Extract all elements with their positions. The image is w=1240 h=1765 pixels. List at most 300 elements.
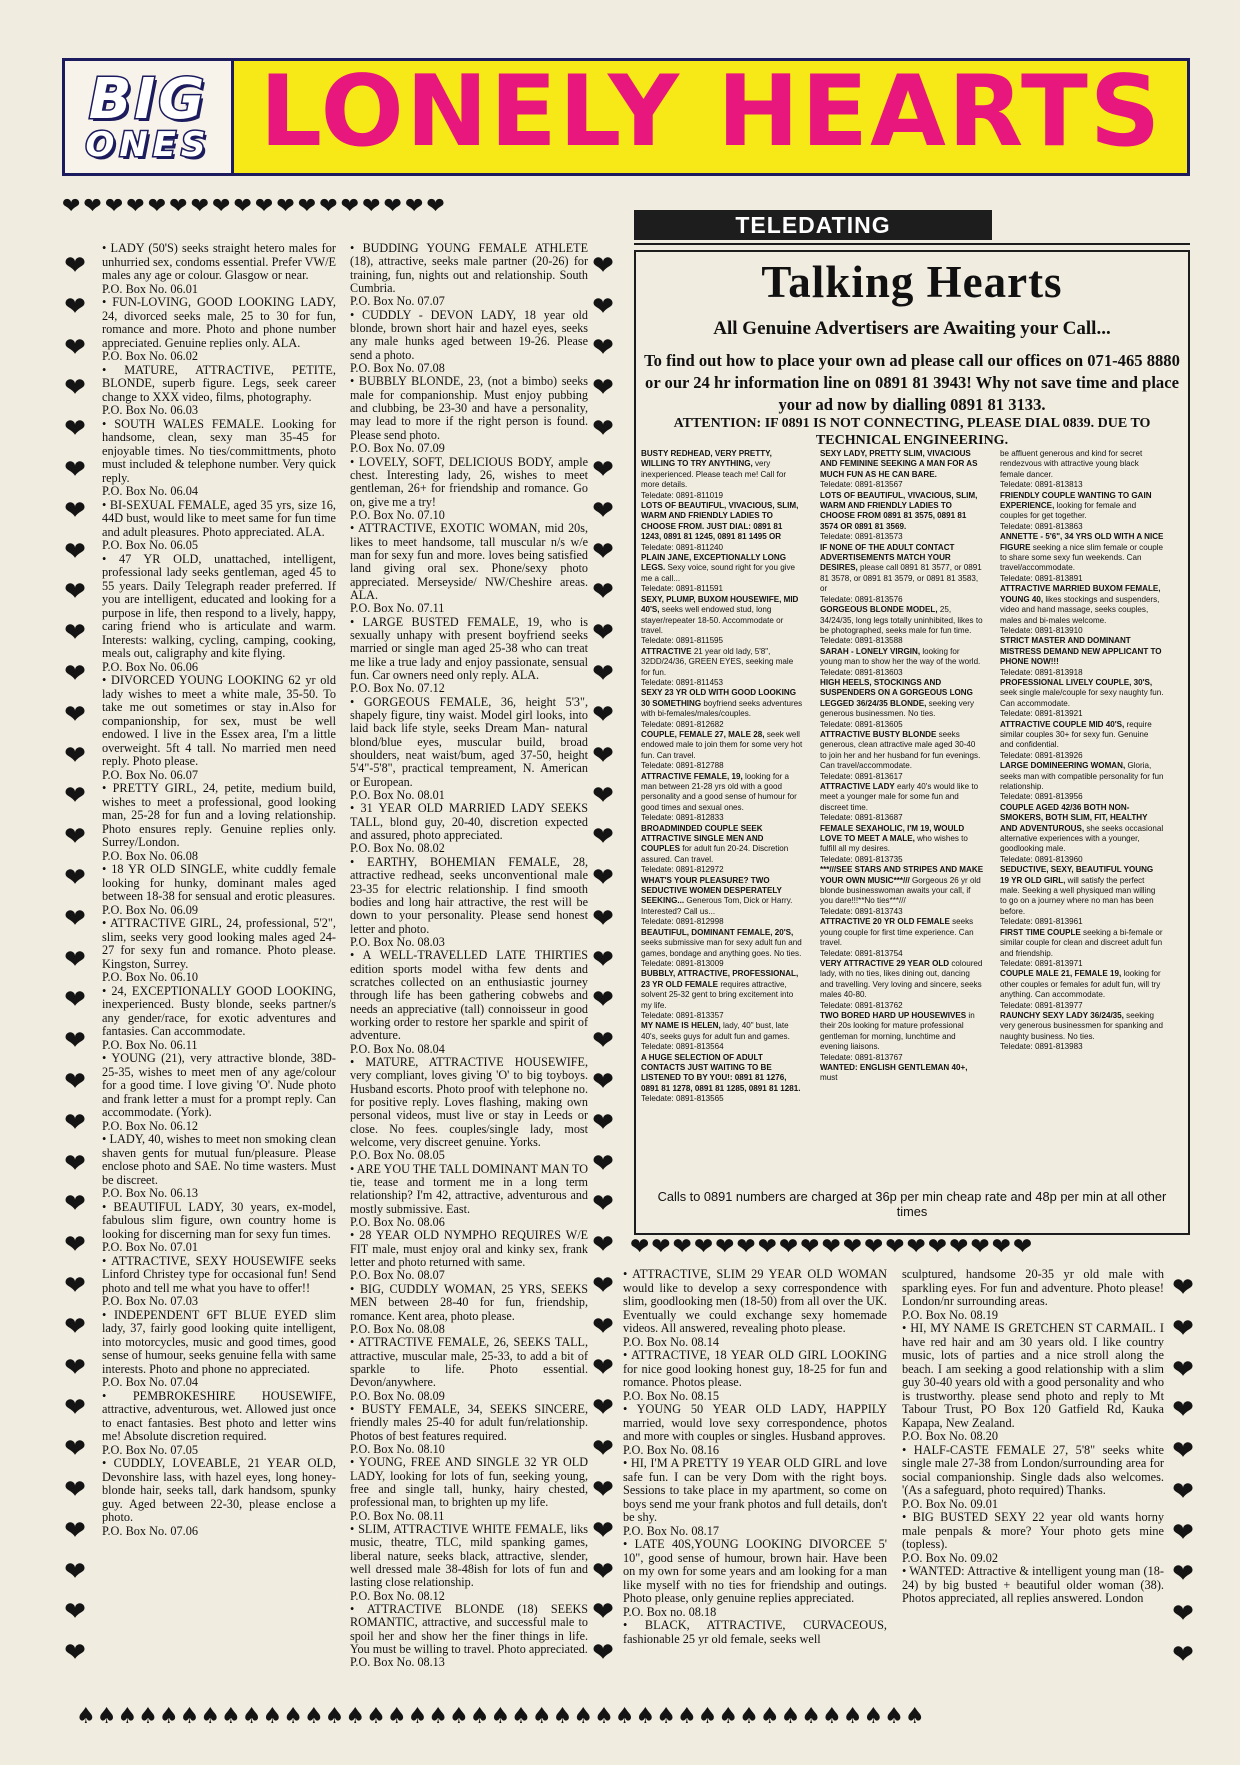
teledate-number: Teledate: 0891-813956 bbox=[1000, 791, 1083, 802]
ad-continued-text: sculptured, handsome 20-35 yr old male with sparkling eyes. For fun and adventure. Photo please! London/nr surrounding areas. bbox=[902, 1267, 1164, 1308]
teledate-ad-text bbox=[1000, 802, 1164, 854]
personal-ad bbox=[102, 674, 336, 782]
teledate-number: Teledate: 0891-812682 bbox=[641, 718, 724, 729]
teledate-ad bbox=[820, 823, 984, 865]
teledate-number: Teledate: 0891-813961 bbox=[1000, 916, 1083, 927]
teledate-ad-text bbox=[820, 729, 984, 771]
teledate-body: seek single male/couple for sexy naughty fun. Can accommodate. bbox=[1000, 687, 1164, 708]
teledate-ad bbox=[820, 916, 984, 958]
teledate-ad-text bbox=[641, 875, 805, 917]
po-box-number: P.O. Box No. 06.06 bbox=[102, 659, 198, 674]
teledating-heading: TELEDATING bbox=[634, 210, 992, 240]
teledate-headline: BROADMINDED COUPLE SEEK ATTRACTIVE SINGLE MEN AND COUPLES bbox=[641, 822, 764, 854]
teledate-ad bbox=[820, 864, 984, 916]
teledate-headline: COUPLE MALE 21, FEMALE 19, bbox=[1000, 968, 1122, 979]
teledate-headline: WHAT'S YOUR PLEASURE? TWO SEDUCTIVE WOMEN DESPERATELY SEEKING... bbox=[641, 874, 782, 906]
teledate-body: looking for a man between 21-28 yrs old with a good personality and a good sense of humour for good times and sexual ones. bbox=[641, 770, 797, 812]
ad-text: • LARGE BUSTED FEMALE, 19, who is sexually unhapy with present boyfriend seeks married or single man aged 25-38 who can treat me like a true lady and enjoy passionate, sensual fun. Car owners need only reply. ALA. bbox=[350, 616, 588, 683]
personal-ad bbox=[102, 553, 336, 675]
teledate-body: looking for young man to show her the way of the world. bbox=[820, 645, 981, 667]
personal-ad bbox=[902, 1444, 1164, 1512]
teledate-headline: LARGE DOMINEERING WOMAN, bbox=[1000, 760, 1126, 771]
teledate-body: seeking very generous businessmen. No ties. bbox=[820, 697, 974, 719]
teledate-headline: BUSTY REDHEAD, VERY PRETTY, WILLING TO TRY ANYTHING, bbox=[641, 448, 772, 469]
teledate-ad bbox=[1000, 802, 1164, 864]
ads-column-1 bbox=[102, 242, 336, 1538]
teledate-ad-text bbox=[641, 500, 805, 542]
personal-ad bbox=[102, 863, 336, 917]
teledate-ad-text bbox=[641, 771, 805, 813]
ad-text: • 18 YR OLD SINGLE, white cuddly female looking for hunky, dominant males aged between 18-38 for sensual and erotic pleasures. bbox=[102, 863, 336, 904]
teledate-ad bbox=[641, 448, 805, 500]
teledate-body: seeks young couple for first time experience. Can travel. bbox=[820, 916, 974, 948]
ad-text: • DIVORCED YOUNG LOOKING 62 yr old lady wishes to meet a white male, 35-50. To take me out sometimes or stay in.Also for companionship, for sex, must be well endowed. I live in the Essex area, I'm a little overweight. 5ft 4 tall. No married men need reply. Photo please. bbox=[102, 674, 336, 769]
teledate-ad bbox=[1000, 490, 1164, 532]
teledate-ad bbox=[641, 823, 805, 875]
teledate-body: seeking very generous businessmen for spanking and naughty business. No ties. bbox=[1000, 1009, 1164, 1041]
ad-text: • LADY, 40, wishes to meet non smoking clean shaven gents for mutual fun/pleasure. Please enclose photo and SAE. No time wasters. Must be discreet. bbox=[102, 1133, 336, 1187]
po-box-number: P.O. Box No. 08.07 bbox=[350, 1268, 445, 1283]
teledate-body: for adult fun 20-24. Discretion assured. Can travel. bbox=[641, 843, 789, 864]
teledate-ad-text bbox=[820, 448, 984, 479]
teledate-ad bbox=[1000, 927, 1164, 969]
ad-text: • MATURE, ATTRACTIVE, PETITE, BLONDE, superb figure. Legs, seek career change to XXX video, films, photography. bbox=[102, 364, 336, 405]
teledate-body: require similar couples 30+ for sexy fun. Genuine and confidential. bbox=[1000, 718, 1152, 750]
personal-ad bbox=[350, 1603, 588, 1670]
teledate-body: please call 0891 81 3577, or 0891 81 3578, or 0891 81 3579, or 0891 81 3583, or bbox=[820, 562, 982, 594]
personal-ad bbox=[102, 1052, 336, 1133]
personal-ad bbox=[902, 1565, 1164, 1606]
teledate-number: Teledate: 0891-812972 bbox=[641, 864, 724, 875]
teledate-number: Teledate: 0891-813357 bbox=[641, 1009, 724, 1020]
ad-text: • PRETTY GIRL, 24, petite, medium build, wishes to meet a professional, good looking man, 25-28 for fun and a loving relationship. Photo ensures reply. Genuine replies only. Surrey/London. bbox=[102, 782, 336, 850]
po-box-number: P.O. Box No. 07.07 bbox=[350, 294, 445, 309]
ad-text: • CUDDLY - DEVON LADY, 18 year old blonde, brown short hair and hazel eyes, seeks any male hunks aged between 19-26. Please send a photo. bbox=[350, 309, 588, 362]
teledate-headline: WANTED: ENGLISH GENTLEMAN 40+, bbox=[820, 1061, 968, 1072]
teledate-headline: SEXY LADY, PRETTY SLIM, VIVACIOUS AND FEMININE SEEKING A MAN FOR AS MUCH FUN AS HE CAN BARE. bbox=[820, 448, 978, 479]
teledate-headline: LOTS OF BEAUTIFUL, VIVACIOUS, SLIM, WARM AND FRIENDLY LADIES TO CHOOSE FROM. JUST DIAL: 0891 81 1243, 0891 81 1245, 0891 81 1495 OR bbox=[641, 500, 799, 542]
teledate-ad bbox=[820, 958, 984, 1010]
teledate-ad-text bbox=[641, 823, 805, 865]
personal-ad bbox=[102, 296, 336, 364]
page-headline: LONELY HEARTS bbox=[259, 55, 1163, 169]
teledate-headline: GORGEOUS BLONDE MODEL, bbox=[820, 604, 938, 615]
teledate-ad-text bbox=[641, 594, 805, 636]
heart-border-right: ❤ ❤ ❤ ❤ ❤ ❤ ❤ ❤ ❤ ❤ bbox=[1172, 1273, 1194, 1671]
po-box-number: P.O. Box No. 08.03 bbox=[350, 934, 445, 949]
ad-text: • ATTRACTIVE GIRL, 24, professional, 5'2", slim, seeks very good looking males aged 24-27 for sexy fun and romance. Photo please. Kingston, Surrey. bbox=[102, 917, 336, 971]
teledate-number: Teledate: 0891-813687 bbox=[820, 812, 903, 823]
teledate-number: Teledate: 0891-813926 bbox=[1000, 749, 1083, 760]
teledate-ad-text bbox=[820, 823, 984, 854]
teledate-ad-text bbox=[1000, 927, 1164, 958]
po-box-number: P.O. Box No. 08.11 bbox=[350, 1508, 445, 1523]
ad-text: • BEAUTIFUL LADY, 30 years, ex-model, fabulous slim figure, own country home is looking for discerning man for sexy fun times. bbox=[102, 1201, 336, 1242]
teledate-ad bbox=[641, 927, 805, 969]
teledate-ad-text bbox=[820, 864, 984, 906]
talking-hearts-title: Talking Hearts bbox=[761, 257, 1063, 307]
teledate-headline: BUBBLY, ATTRACTIVE, PROFESSIONAL, 23 YR OLD FEMALE bbox=[641, 968, 799, 989]
personal-ad bbox=[350, 522, 588, 615]
ad-text: • HI, I'M A PRETTY 19 YEAR OLD GIRL and love safe fun. I can be very Dom with the right boys. Sessions to take place in my apartment, so come on boys send me your frank photos and full details, don't be shy. bbox=[623, 1457, 887, 1525]
personal-ad bbox=[102, 1255, 336, 1309]
teledate-ad bbox=[1000, 864, 1164, 926]
ad-text: • LOVELY, SOFT, DELICIOUS BODY, ample chest. Interesting lady, 26, wishes to meet gentleman, 26+ for friendship and romance. Go on, give me a try! bbox=[350, 456, 588, 509]
ad-text: • YOUNG (21), very attractive blonde, 38D-25-35, wishes to meet men of any age/colour for a good time. I love giving 'O'. Nude photo and frank letter a must for a prompt reply. Can accommodate. (York). bbox=[102, 1052, 336, 1120]
teledate-headline: ATTRACTIVE 20 YR OLD FEMALE bbox=[820, 916, 950, 927]
po-box-number: P.O. Box No. 08.17 bbox=[623, 1523, 719, 1538]
po-box-number: P.O. Box No. 06.04 bbox=[102, 484, 198, 498]
teledate-ad-text bbox=[820, 1062, 984, 1083]
teledate-ad-text bbox=[820, 781, 984, 812]
po-box-number: P.O. Box No. 06.08 bbox=[102, 848, 198, 863]
teledate-ad-text bbox=[1000, 531, 1164, 573]
po-box-number: P.O. Box No. 08.16 bbox=[623, 1442, 719, 1457]
teledate-number: Teledate: 0891-813863 bbox=[1000, 520, 1083, 531]
po-box-number: P.O. Box No. 06.03 bbox=[102, 403, 198, 417]
teledate-ad-text bbox=[820, 677, 984, 719]
teledate-ad-text bbox=[641, 729, 805, 760]
teledate-number: Teledate: 0891-811240 bbox=[641, 541, 724, 552]
po-box-number: P.O. Box No. 06.09 bbox=[102, 902, 198, 917]
logo-word-big: BIG bbox=[88, 67, 208, 132]
talking-hearts-panel bbox=[634, 250, 1190, 1235]
teledate-body: very inexperienced. Please teach me! Call for more details. bbox=[641, 458, 787, 490]
po-box-number: P.O. Box No. 08.04 bbox=[350, 1041, 445, 1056]
teledate-ad-text bbox=[820, 916, 984, 947]
teledate-number: Teledate: 0891-813767 bbox=[820, 1051, 903, 1062]
teledate-headline: HIGH HEELS, STOCKINGS AND SUSPENDERS ON A GORGEOUS LONG LEGGED 36/24/35 BLONDE, bbox=[820, 676, 973, 708]
ad-text: • ATTRACTIVE FEMALE, 26, SEEKS TALL, attractive, muscular male, 25-33, to add a bit of sparkle to life. Photo essential. Devon/anywhere. bbox=[350, 1336, 588, 1389]
personal-ad bbox=[102, 1309, 336, 1390]
teledate-ad-text bbox=[641, 448, 805, 490]
teledate-headline: PLAIN JANE, EXCEPTIONALLY LONG LEGS. bbox=[641, 552, 786, 573]
teledate-headline: A HUGE SELECTION OF ADULT CONTACTS JUST WAITING TO BE LISTENED TO BY YOU!: 0891 81 1276, 0891 81 1278, 0891 81 1285, 0891 81 1281. bbox=[641, 1051, 801, 1093]
teledate-body: lady, 40" bust, late 40's, seeks guys for adult fun and games. bbox=[641, 1020, 790, 1041]
teledate-number: Teledate: 0891-813921 bbox=[1000, 708, 1083, 719]
teledate-ad-text bbox=[1000, 677, 1164, 708]
teledate-body: Sexy voice, sound right for you give me a call... bbox=[641, 562, 796, 583]
po-box-number: P.O. Box No. 08.12 bbox=[350, 1588, 445, 1603]
personal-ad bbox=[350, 375, 588, 455]
teledate-ad-text bbox=[1000, 635, 1164, 666]
teledate-headline: ANNETTE - 5'6", 34 YRS OLD WITH A NICE FIGURE bbox=[1000, 531, 1164, 552]
talking-hearts-info: To find out how to place your own ad please call our offices on 071-465 8880 or our 24 hr information line on 0891 81 3943! Why not save time and place your ad now by dialling 0891 81 3133. bbox=[644, 351, 1180, 414]
teledate-body: who wishes to fulfill all my desires. bbox=[820, 833, 968, 854]
teledate-body: requires attractive, solvent 25-32 gent to bring excitement into my life. bbox=[641, 978, 794, 1010]
teledate-ad bbox=[641, 500, 805, 552]
teledate-ad bbox=[820, 729, 984, 781]
personal-ad bbox=[902, 1268, 1164, 1322]
po-box-number: P.O. Box No. 07.11 bbox=[350, 601, 445, 616]
personal-ad bbox=[350, 696, 588, 803]
ad-text: • YOUNG, FREE AND SINGLE 32 YR OLD LADY, looking for lots of fun, seeking young, free and single tall, hunky, hairy chested, professional man, to brighten up my life. bbox=[350, 1456, 588, 1509]
personal-ad bbox=[350, 1283, 588, 1336]
personal-ad bbox=[350, 1403, 588, 1456]
teledate-ad bbox=[820, 781, 984, 823]
po-box-number: P.O. Box No. 08.02 bbox=[350, 841, 445, 856]
personal-ad bbox=[902, 1511, 1164, 1565]
teledate-headline: RAUNCHY SEXY LADY 36/24/35, bbox=[1000, 1009, 1124, 1020]
teledate-ad bbox=[1000, 635, 1164, 677]
po-box-number: P.O. Box No. 06.02 bbox=[102, 349, 198, 363]
teledate-number: Teledate: 0891-813762 bbox=[820, 999, 903, 1010]
ad-text: • WANTED: Attractive & intelligent young man (18-24) by big busted + beautiful older woman (38). Photos appreciated, all replies answered. London bbox=[902, 1565, 1164, 1606]
po-box-number: P.O. Box No. 06.11 bbox=[102, 1037, 198, 1052]
po-box-number: P.O. Box No. 07.05 bbox=[102, 1442, 198, 1457]
ad-text: • ATTRACTIVE, SEXY HOUSEWIFE seeks Linford Christey type for occasional fun! Send photo and tell me what you have to offer!! bbox=[102, 1255, 336, 1296]
personal-ad bbox=[102, 917, 336, 985]
teledate-ad-text bbox=[641, 552, 805, 583]
teledate-body: be affluent generous and kind for secret rendezvous with attractive young black female dancer. bbox=[1000, 448, 1143, 479]
teledate-body: looking for other couples or females for adult fun, will try anything. Can accommodate. bbox=[1000, 968, 1161, 1000]
teledate-headline: SARAH - LONELY VIRGIN, bbox=[820, 645, 921, 656]
logo-word-ones: ONES bbox=[85, 125, 211, 165]
teledate-number: Teledate: 0891-813567 bbox=[820, 479, 903, 490]
ads-column-3 bbox=[623, 1268, 887, 1646]
teledate-headline: ATTRACTIVE BUSTY BLONDE bbox=[820, 728, 937, 739]
teledate-ad-text bbox=[1000, 583, 1164, 625]
personal-ad bbox=[350, 1523, 588, 1603]
call-charges-note: Calls to 0891 numbers are charged at 36p per min cheap rate and 48p per min at all other times bbox=[657, 1189, 1167, 1219]
personal-ad bbox=[350, 456, 588, 523]
po-box-number: P.O. Box No. 08.10 bbox=[350, 1441, 445, 1456]
teledating-column-1 bbox=[641, 448, 805, 1104]
personal-ad bbox=[102, 242, 336, 296]
ad-text: • ATTRACTIVE BLONDE (18) SEEKS ROMANTIC, attractive, and successful male to spoil her and show her the finer things in life. You must be willing to travel. Photo appreciated. bbox=[350, 1603, 588, 1656]
po-box-number: P.O. Box No. 08.15 bbox=[623, 1388, 719, 1403]
po-box-number: P.O. Box No. 08.06 bbox=[350, 1215, 445, 1230]
teledate-ad bbox=[641, 552, 805, 594]
teledate-headline: TWO BORED HARD UP HOUSEWIVES bbox=[820, 1009, 967, 1020]
po-box-number: P.O. Box No. 07.04 bbox=[102, 1375, 198, 1389]
ad-text: • 28 YEAR OLD NYMPHO REQUIRES W/E FIT male, must enjoy oral and kinky sex, frank letter and photo returned with same. bbox=[350, 1229, 588, 1269]
teledate-headline: ATTRACTIVE bbox=[641, 645, 692, 656]
personal-ad bbox=[350, 616, 588, 696]
teledate-ad-text bbox=[1000, 448, 1164, 479]
po-box-number: P.O. Box No. 06.13 bbox=[102, 1186, 198, 1200]
po-box-number: P.O. Box No. 08.09 bbox=[350, 1388, 445, 1403]
po-box-number: P.O. Box No. 06.01 bbox=[102, 281, 198, 296]
teledate-headline: SEXY, PLUMP, BUXOM HOUSEWIFE, MID 40'S, bbox=[641, 593, 799, 615]
teledate-body: will satisfy the perfect male. Seeking a well physiqued man willing to go on a journey where no man has been before. bbox=[1000, 874, 1156, 916]
teledate-ad bbox=[1000, 1010, 1164, 1052]
teledate-number: Teledate: 0891-811019 bbox=[641, 489, 724, 500]
teledate-ad bbox=[820, 542, 984, 604]
teledate-number: Teledate: 0891-813617 bbox=[820, 770, 903, 781]
teledate-number: Teledate: 0891-813813 bbox=[1000, 479, 1083, 490]
teledate-ad bbox=[1000, 448, 1164, 490]
teledate-number: Teledate: 0891-813565 bbox=[641, 1093, 724, 1104]
teledate-body: in their 20s looking for mature professional gentleman for morning, lunchtime and evening liaisons. bbox=[820, 1009, 975, 1052]
teledate-number: Teledate: 0891-813009 bbox=[641, 957, 724, 968]
teledate-body: seek well endowed male to join them for some very hot fun. Can travel. bbox=[641, 728, 803, 760]
ads-column-2 bbox=[350, 242, 588, 1670]
teledate-number: Teledate: 0891-811453 bbox=[641, 676, 724, 687]
teledate-ad bbox=[820, 677, 984, 729]
po-box-number: P.O. Box No. 07.12 bbox=[350, 681, 445, 696]
teledate-headline: SEXY 23 YR OLD WITH GOOD LOOKING 30 SOMETHING bbox=[641, 687, 797, 708]
teledate-ad bbox=[1000, 677, 1164, 719]
teledating-column-2 bbox=[820, 448, 984, 1083]
teledate-headline: ***///SEE STARS AND STRIPES AND MAKE YOUR OWN MUSIC***/// bbox=[820, 864, 984, 885]
teledate-body: coloured lady, with no ties, likes dining out, dancing and travelling. Very loving and sincere, seeks males 40-80. bbox=[820, 957, 983, 1000]
teledate-number: Teledate: 0891-813983 bbox=[1000, 1041, 1083, 1052]
teledate-headline: PROFESSIONAL LIVELY COUPLE, 30'S, bbox=[1000, 676, 1153, 687]
teledate-body: looking for female and couples for get together. bbox=[1000, 500, 1137, 521]
teledate-ad bbox=[641, 687, 805, 729]
personal-ad bbox=[350, 1056, 588, 1163]
heart-border-center: ❤ ❤ ❤ ❤ ❤ ❤ ❤ ❤ ❤ ❤ ❤ ❤ ❤ ❤ ❤ ❤ ❤ ❤ ❤ ❤ ❤ ❤ ❤ ❤ ❤ ❤ ❤ ❤ ❤ ❤ ❤ ❤ ❤ ❤ ❤ bbox=[592, 251, 614, 1669]
teledate-ad bbox=[1000, 531, 1164, 583]
teledate-ad-text bbox=[1000, 760, 1164, 791]
teledate-ad bbox=[1000, 968, 1164, 1010]
ad-text: • GORGEOUS FEMALE, 36, height 5'3", shapely figure, tiny waist. Model girl looks, into laid back life style, seeks Dream Man- natural blond/blue eyes, muscular build, broad shoulders, neat waist/bum, aged 37-50, height 5'4"-5'8", practical tempreament, N. American or European. bbox=[350, 696, 588, 789]
po-box-number: P.O. Box No. 08.19 bbox=[902, 1307, 998, 1322]
teledate-headline: FRIENDLY COUPLE WANTING TO GAIN EXPERIENCE, bbox=[1000, 489, 1152, 511]
teledate-headline: FEMALE SEXAHOLIC, I'M 19, WOULD LOVE TO MEET A MALE, bbox=[820, 822, 965, 844]
teledate-ad-text bbox=[1000, 719, 1164, 750]
teledate-ad bbox=[820, 604, 984, 646]
ad-text: • INDEPENDENT 6FT BLUE EYED slim lady, 37, fairly good looking quite intelligent, into motorcycles, music and good times, good sense of humour, seeks genuine fella with same interests. Photo and phone no appreciated. bbox=[102, 1309, 336, 1377]
teledate-ad-text bbox=[820, 490, 984, 532]
personal-ad bbox=[102, 418, 336, 499]
po-box-number: P.O. Box No. 07.10 bbox=[350, 507, 445, 522]
ad-text: • PEMBROKESHIRE HOUSEWIFE, attractive, adventurous, wet. Allowed just once to enact fantasies. Best photo and letter wins me! Absolute discretion required. bbox=[102, 1390, 336, 1444]
personal-ad bbox=[623, 1619, 887, 1646]
ad-text: • LADY (50'S) seeks straight hetero males for unhurried sex, condoms essential. Prefer VW/E males any age or colour. Glasgow or near. bbox=[102, 242, 336, 283]
personal-ad bbox=[623, 1403, 887, 1457]
teledate-body: seeking a nice slim female or couple to share some sexy fun weekends. Can travel/accommodate. bbox=[1000, 541, 1163, 573]
po-box-number: P.O. Box No. 08.20 bbox=[902, 1429, 998, 1443]
teledate-body: seeks submissive man for sexy adult fun and games, bondage and anything goes. No ties. bbox=[641, 937, 802, 958]
ad-text: • BI-SEXUAL FEMALE, aged 35 yrs, size 16, 44D bust, would like to meet same for fun time and adult pleasures. Photo appreciated. ALA. bbox=[102, 499, 336, 540]
ad-text: • ATTRACTIVE, EXOTIC WOMAN, mid 20s, likes to meet handsome, tall muscular n/s w/e man for sexy fun and more. loves being satisfied land giving oral sex. Phone/sexy photo appreciated. Merseyside/ NW/Cheshire areas. ALA. bbox=[350, 522, 588, 602]
teledate-number: Teledate: 0891-813743 bbox=[820, 905, 903, 916]
teledate-number: Teledate: 0891-813573 bbox=[820, 531, 903, 542]
ad-text: • BIG, CUDDLY WOMAN, 25 YRS, SEEKS MEN between 28-40 for fun, friendship, romance. Kent area, photo please. bbox=[350, 1283, 588, 1323]
personal-ad bbox=[102, 1133, 336, 1201]
ad-text: • A WELL-TRAVELLED LATE THIRTIES edition sports model witha few dents and scratches collected on an enthusiastic journey through life has been gathering cobwebs and needs an appreciative (tall) connoisseur in good working order to restore her sparkle and spirit of adventure. bbox=[350, 949, 588, 1042]
personal-ad bbox=[102, 985, 336, 1053]
teledate-ad bbox=[641, 646, 805, 688]
po-box-number: P.O. Box No. 09.01 bbox=[902, 1496, 998, 1511]
ad-text: • 47 YR OLD, unattached, intelligent, professional lady seeks gentleman, aged 45 to 55 years. Daily Telegraph reader preferred. If you are intelligent, educated and looking for a purpose in life, then respond to a lively, happy, caring friend who is articulate and warm. Interests: walking, cycling, camping, cooking, meals out, caligraphy and kite flying. bbox=[102, 553, 336, 661]
ad-text: • BLACK, ATTRACTIVE, CURVACEOUS, fashionable 25 yr old female, seeks well bbox=[623, 1619, 887, 1646]
teledate-number: Teledate: 0891-813605 bbox=[820, 718, 903, 729]
teledate-headline: FIRST TIME COUPLE bbox=[1000, 926, 1081, 937]
teledate-body: early 40's would like to meet a younger male for some fun and discreet time. bbox=[820, 781, 979, 812]
teledate-number: Teledate: 0891-813564 bbox=[641, 1041, 724, 1052]
ad-text: • ATTRACTIVE, 18 YEAR OLD GIRL LOOKING for nice good looking honest guy, 18-25 for fun and romance. Photos please. bbox=[623, 1349, 887, 1390]
ad-text: • BIG BUSTED SEXY 22 year old wants horny male penpals & more? Your photo gets mine (topless). bbox=[902, 1511, 1164, 1552]
ad-text: • MATURE, ATTRACTIVE HOUSEWIFE, very compliant, loves giving 'O' to big toyboys. Husband escorts. Photo proof with telephone no. for positive reply. Loves flashing, making own personal videos, must live or stay in Leeds or close. No fees. couples/single lady, most welcome, very discreet genuine. Yorks. bbox=[350, 1056, 588, 1149]
ad-text: • ATTRACTIVE, SLIM 29 YEAR OLD WOMAN would like to develop a sexy correspondence with slim, goodlooking men (18-50) from all over the UK. Eventually we could exchange sexy homemade videos. All answered, revealing photo please. bbox=[623, 1268, 887, 1336]
personal-ad bbox=[902, 1322, 1164, 1444]
po-box-number: P.O. Box No. 08.05 bbox=[350, 1148, 445, 1163]
ads-column-4 bbox=[902, 1268, 1164, 1606]
teledate-body: seeking a bi-female or similar couple for clean and discreet adult fun and friendship. bbox=[1000, 926, 1163, 958]
teledate-ad-text bbox=[820, 1010, 984, 1052]
teledate-number: Teledate: 0891-813576 bbox=[820, 593, 903, 604]
teledate-ad bbox=[641, 771, 805, 823]
ad-text: • SOUTH WALES FEMALE. Looking for handsome, clean, sexy man 35-45 for enjoyable times. No ties/committments, photo must included & telephone number. Very quick reply. bbox=[102, 418, 336, 486]
po-box-number: P.O. Box No. 07.01 bbox=[102, 1240, 198, 1254]
teledate-body: she seeks occasional alternative experiences with a younger, goodlooking male. bbox=[1000, 822, 1164, 854]
teledate-ad-text bbox=[1000, 864, 1164, 916]
teledate-number: Teledate: 0891-813971 bbox=[1000, 957, 1083, 968]
teledate-body: boyfriend seeks adventures with bi-females/males/couples. bbox=[641, 697, 803, 719]
personal-ad bbox=[102, 499, 336, 553]
personal-ad bbox=[350, 1456, 588, 1523]
teledate-number: Teledate: 0891-812788 bbox=[641, 760, 724, 771]
teledate-number: Teledate: 0891-813603 bbox=[820, 666, 903, 677]
teledate-body: Gloria, seeks man with compatible personality for fun relationship. bbox=[1000, 760, 1164, 791]
ad-text: • HALF-CASTE FEMALE 27, 5'8" seeks white single male 27-38 from London/surrounding area for social companionship. Single dads also welcomes. '(As a safeguard, photo required) Thanks. bbox=[902, 1444, 1164, 1498]
ad-text: • BUBBLY BLONDE, 23, (not a bimbo) seeks male for companionship. Must enjoy pubbing and clubbing, be 23-30 and have a personality, may lead to more if the right person is found. Please send photo. bbox=[350, 375, 588, 442]
ad-text: • CUDDLY, LOVEABLE, 21 YEAR OLD, Devonshire lass, with hazel eyes, long honey-blonde hair, seeks tall, dark handsom, spunky guy. Aged between 22-30, please enclose a photo. bbox=[102, 1457, 336, 1525]
teledate-headline: LOTS OF BEAUTIFUL, VIVACIOUS, SLIM, WARM AND FRIENDLY LADIES TO CHOOSE FROM 0891 81 3575, 0891 81 3574 OR 0891 81 3569. bbox=[820, 489, 978, 531]
teledate-number: Teledate: 0891-812833 bbox=[641, 812, 724, 823]
po-box-number: P.O. Box No. 08.08 bbox=[350, 1321, 445, 1336]
teledate-ad-text bbox=[820, 542, 984, 594]
teledate-number: Teledate: 0891-813754 bbox=[820, 947, 903, 958]
po-box-number: P.O. Box No. 06.07 bbox=[102, 767, 198, 782]
teledate-headline: ATTRACTIVE MARRIED BUXOM FEMALE, YOUNG 40, bbox=[1000, 583, 1161, 604]
teledate-body: Gorgeous 26 yr old blonde businesswoman awaits your call, if you dare!!!**No ties***/// bbox=[820, 874, 981, 906]
teledating-column-3 bbox=[1000, 448, 1164, 1052]
ad-text: • LATE 40S,YOUNG LOOKING DIVORCEE 5' 10", good sense of humour, brown hair. Have been on my own for some years and am looking for a man like myself with no ties for friendship and outings. Photo please, only genuine replies appreciated. bbox=[623, 1538, 887, 1606]
teledate-headline: ATTRACTIVE LADY bbox=[820, 781, 895, 791]
teledate-ad bbox=[820, 646, 984, 677]
teledate-ad-text bbox=[641, 1052, 805, 1094]
teledate-body: 25, 34/24/35, long legs totally uninhibited, likes to be photographed, seeks male for fun time. bbox=[820, 604, 983, 635]
teledate-number: Teledate: 0891-813977 bbox=[1000, 999, 1083, 1010]
teledate-ad-text bbox=[820, 646, 984, 667]
teledate-ad-text bbox=[1000, 490, 1164, 521]
teledate-number: Teledate: 0891-813960 bbox=[1000, 853, 1083, 864]
personal-ad bbox=[623, 1349, 887, 1403]
teledate-ad bbox=[1000, 719, 1164, 761]
personal-ad bbox=[350, 802, 588, 855]
personal-ad bbox=[350, 949, 588, 1056]
teledate-body: 21 year old lady, 5'8", 32DD/24/36, GREEN EYES, seeking male for fun. bbox=[641, 645, 794, 677]
teledate-ad-text bbox=[1000, 968, 1164, 999]
heart-border-middle: ❤❤❤❤❤❤❤❤❤❤❤❤❤❤❤❤❤❤❤ bbox=[630, 1236, 1035, 1260]
teledate-ad-text bbox=[820, 604, 984, 635]
po-box-number: P.O. Box No. 07.03 bbox=[102, 1294, 198, 1308]
teledate-ad bbox=[1000, 760, 1164, 802]
personal-ad bbox=[623, 1538, 887, 1619]
ad-text: • BUDDING YOUNG FEMALE ATHLETE (18), attractive, seeks male partner (20-26) for training, fun, nights out and relationship. South Cumbria. bbox=[350, 242, 588, 295]
teledate-number: Teledate: 0891-813910 bbox=[1000, 624, 1083, 635]
teledate-number: Teledate: 0891-813891 bbox=[1000, 572, 1083, 583]
personal-ad bbox=[623, 1457, 887, 1538]
teledate-number: Teledate: 0891-813588 bbox=[820, 635, 903, 646]
teledate-body: must bbox=[820, 1072, 838, 1083]
personal-ad bbox=[350, 309, 588, 376]
po-box-number: P.O. Box No. 08.13 bbox=[350, 1655, 445, 1670]
teledate-body: likes stockings and suspenders, video and hand massage, seeks couples, males and bi-males welcome. bbox=[1000, 593, 1160, 625]
po-box-number: P.O. Box No. 06.10 bbox=[102, 970, 198, 984]
big-ones-logo bbox=[65, 61, 234, 173]
teledate-headline: SEDUCTIVE, SEXY, BEAUTIFUL YOUNG 19 YR OLD GIRL, bbox=[1000, 864, 1154, 885]
po-box-number: P.O. Box No. 06.05 bbox=[102, 538, 198, 552]
teledate-ad bbox=[641, 968, 805, 1020]
po-box-number: P.O. Box No. 07.06 bbox=[102, 1523, 198, 1538]
teledate-ad-text bbox=[641, 927, 805, 958]
teledate-body: seeks generous, clean attractive male aged 30-40 to join her and her husband for fun evenings. Can travel/accommodate. bbox=[820, 728, 981, 771]
